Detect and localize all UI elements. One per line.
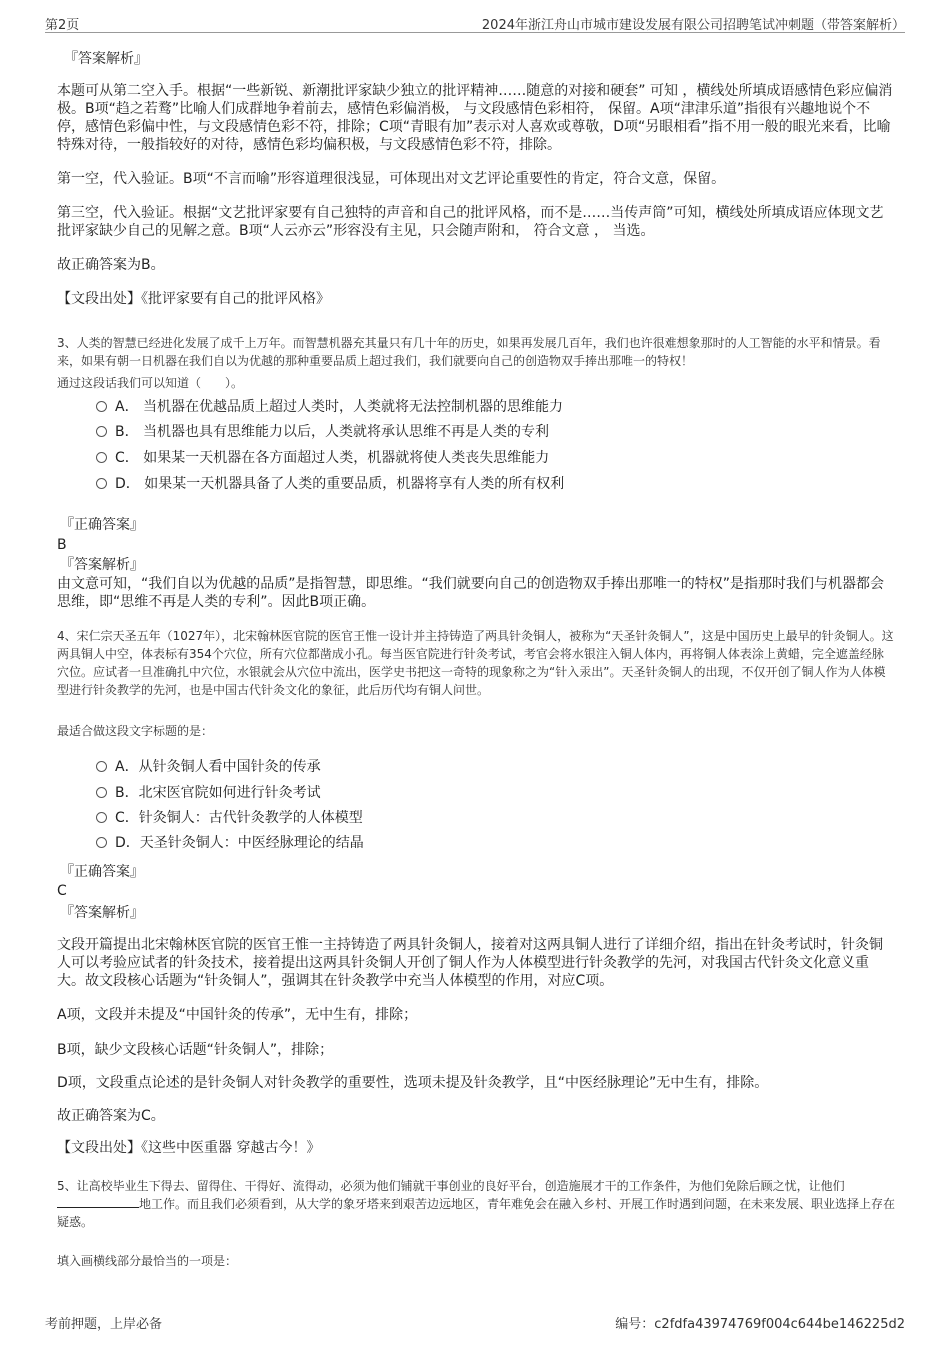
radio-icon[interactable] [96, 426, 107, 437]
q3-option-a[interactable]: A． 当机器在优越品质上超过人类时，人类就将无法控制机器的思维能力 [96, 397, 563, 417]
q4-stem: 4、宋仁宗天圣五年（1027年），北宋翰林医官院的医官王惟一设计并主持铸造了两具针灸铜人，被称为“天圣针灸铜人”，这是中国历史上最早的针灸铜人。这两具铜人中空，体表标有354个穴位，所有穴位都凿成小孔。每当医官院进行针灸考试，考官会将水银注入铜人体内，再将铜人体表涂上黄蜡，完全遮盖经脉穴位。应试者一旦准确扎中穴位，水银就会从穴位中流出，医学史书把这一奇特的现象称之为“针入汞出”。天圣针灸铜人的出现，不仅开创了铜人作为人体模型进行针灸教学的先河，也是中国古代针灸文化的象征，此后历代均有铜人问世。 [57, 629, 894, 697]
document-title: 2024年浙江舟山市城市建设发展有限公司招聘笔试冲刺题（带答案解析） [481, 18, 905, 33]
q5-question: 填入画横线部分最恰当的一项是： [57, 1254, 238, 1268]
q4-source: 【文段出处】《这些中医重器 穿越古今！》 [57, 1140, 321, 1156]
q3-option-d[interactable]: D． 如果某一天机器具备了人类的重要品质，机器将享有人类的所有权利 [96, 474, 564, 494]
radio-icon[interactable] [96, 837, 107, 848]
q4-analysis-p5: 故正确答案为C。 [57, 1108, 165, 1124]
q4-analysis-p2: A项，文段并未提及“中国针灸的传承”，无中生有，排除； [57, 1007, 418, 1023]
radio-icon[interactable] [96, 401, 107, 412]
q5-blank [57, 1195, 139, 1208]
q4-answer: C [57, 883, 67, 899]
q3-analysis: 由文意可知，“我们自以为优越的品质”是指智慧，即思维。“我们就要向自己的创造物双手捧出那唯一的特权”是指那时我们与机器都会思维，即“思维不再是人类的专利”。因此B项正确。 [57, 576, 885, 610]
q4-analysis-p4: D项，文段重点论述的是针灸铜人对针灸教学的重要性，选项未提及针灸教学，且“中医经脉理论”无中生有，排除。 [57, 1075, 769, 1091]
page-number: 第2页 [45, 18, 80, 33]
footer-id: 编号：c2fdfa43974769f004c644be146225d2 [615, 1317, 905, 1332]
q4-answer-label: 『正确答案』 [60, 864, 144, 880]
q2-source: 【文段出处】《批评家要有自己的批评风格》 [57, 291, 330, 307]
page-footer [45, 1313, 905, 1331]
q3-answer-label: 『正确答案』 [60, 517, 144, 533]
q4-option-c[interactable]: C．针灸铜人：古代针灸教学的人体模型 [96, 808, 363, 828]
footer-slogan: 考前押题，上岸必备 [45, 1317, 163, 1332]
q3-stem: 3、人类的智慧已经进化发展了成千上万年。而智慧机器充其量只有几十年的历史，如果再发展几百年，我们也许很难想象那时的人工智能的水平和情景。看来，如果有朝一日机器在我们自以为优越的那种重要品质上超过我们，我们就要向自己的创造物双手捧出那唯一的特权！ [57, 336, 881, 368]
q4-option-a[interactable]: A．从针灸铜人看中国针灸的传承 [96, 757, 321, 777]
radio-icon[interactable] [96, 761, 107, 772]
q3-analysis-label: 『答案解析』 [60, 557, 144, 573]
q4-analysis-label: 『答案解析』 [60, 905, 144, 921]
radio-icon[interactable] [96, 452, 107, 463]
q2-analysis-p3: 第三空，代入验证。根据“文艺批评家要有自己独特的声音和自己的批评风格，而不是……当传声筒”可知，横线处所填成语应体现文艺批评家缺少自己的见解之意。B项“人云亦云”形容没有主见，只会随声附和， 符合文意 ， 当选。 [57, 205, 884, 239]
q4-analysis-p3: B项，缺少文段核心话题“针灸铜人”，排除； [57, 1042, 334, 1058]
q3-option-b[interactable]: B． 当机器也具有思维能力以后，人类就将承认思维不再是人类的专利 [96, 422, 549, 442]
q3-question: 通过这段话我们可以知道（ ）。 [57, 376, 244, 390]
radio-icon[interactable] [96, 787, 107, 798]
q4-question: 最适合做这段文字标题的是： [57, 724, 214, 738]
q2-analysis-label: 『答案解析』 [64, 51, 148, 67]
q4-option-b[interactable]: B．北宋医官院如何进行针灸考试 [96, 783, 321, 803]
page-header [45, 12, 905, 33]
q3-answer: B [57, 537, 67, 553]
radio-icon[interactable] [96, 478, 107, 489]
q5-stem: 5、让高校毕业生下得去、留得住、干得好、流得动，必须为他们铺就干事创业的良好平台，创造施展才干的工作条件，为他们免除后顾之忧，让他们地工作。而且我们必须看到，从大学的象牙塔来到艰苦边远地区，青年难免会在融入乡村、开展工作时遇到问题，在未来发展、职业选择上存在疑惑。 [57, 1179, 896, 1229]
q4-option-d[interactable]: D．天圣针灸铜人：中医经脉理论的结晶 [96, 833, 364, 853]
q4-analysis-p1: 文段开篇提出北宋翰林医官院的医官王惟一主持铸造了两具针灸铜人，接着对这两具铜人进行了详细介绍，指出在针灸考试时，针灸铜人可以考验应试者的针灸技术，接着提出这两具针灸铜人开创了铜人作为人体模型进行针灸教学的先河，对我国古代针灸文化意义重大。故文段核心话题为“针灸铜人”，强调其在针灸教学中充当人体模型的作用，对应C项。 [57, 937, 883, 989]
q2-analysis-p4: 故正确答案为B。 [57, 257, 165, 273]
q2-analysis-p2: 第一空，代入验证。B项“不言而喻”形容道理很浅显，可体现出对文艺评论重要性的肯定，符合文意，保留。 [57, 171, 726, 187]
q2-analysis-p1: 本题可从第二空入手。根据“一些新锐、新潮批评家缺少独立的批评精神……随意的对接和硬套” 可知 ，横线处所填成语感情色彩应偏消极。B项“趋之若鹜”比喻人们成群地争着前去，感情色彩偏消极， 与文段感情色彩相符， 保留。A项“津津乐道”指很有兴趣地说个不停，感情色彩偏中性，与文段感情色彩不符，排除；C项“青眼有加”表示对人喜欢或尊敬，D项“另眼相看”指不用一般的眼光来看，比喻特殊对待，一般指较好的对待，感情色彩均偏积极，与文段感情色彩不符，排除。 [57, 83, 893, 153]
radio-icon[interactable] [96, 812, 107, 823]
q3-option-c[interactable]: C． 如果某一天机器在各方面超过人类，机器就将使人类丧失思维能力 [96, 448, 549, 468]
